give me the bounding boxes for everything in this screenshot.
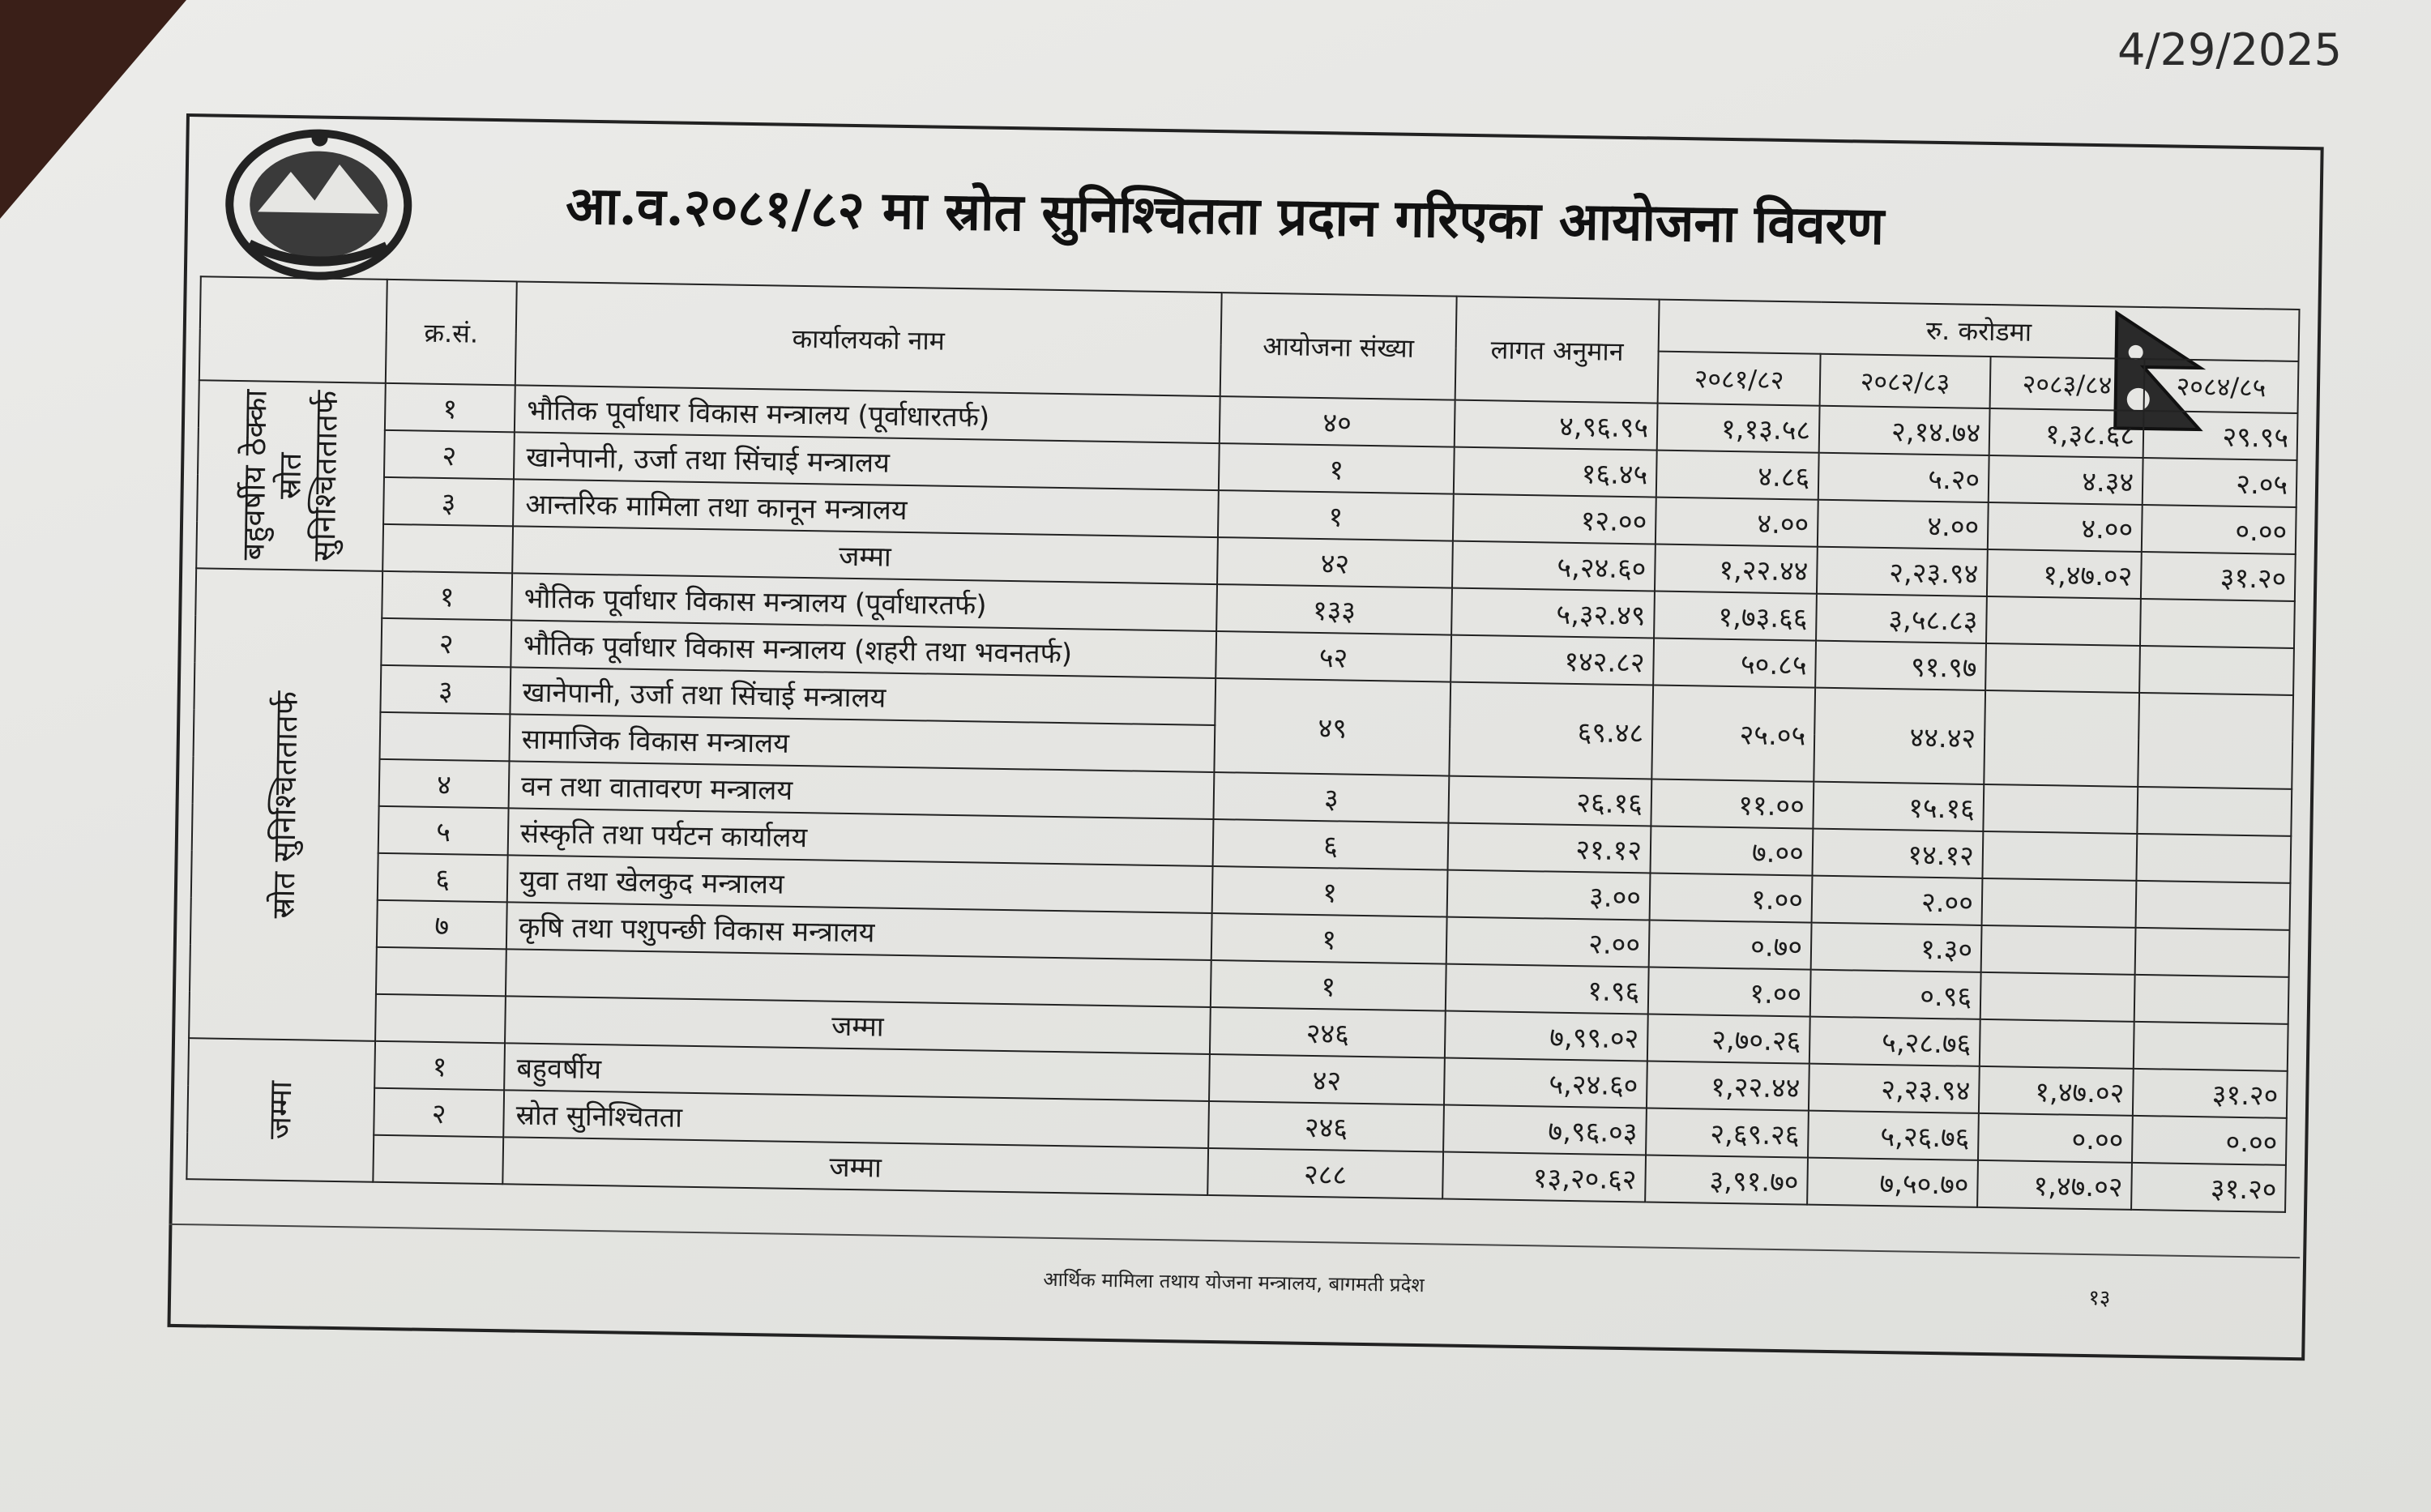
section-label-source: स्रोत सुनिश्चिततातर्फ: [189, 568, 382, 1041]
cell-count: ६: [1213, 819, 1449, 870]
cell-y1: १.००: [1650, 873, 1813, 922]
cell-count: १: [1211, 913, 1447, 964]
cell-y4: ०.००: [2142, 505, 2296, 554]
cell-office: भौतिक पूर्वाधार विकास मन्त्रालय (पूर्वाधारतर्फ): [515, 385, 1220, 443]
cell-cost: २.००: [1446, 917, 1650, 967]
cell-y4: [2134, 975, 2289, 1024]
cell-total-label: जम्मा: [505, 996, 1211, 1054]
desk-corner: [0, 0, 186, 219]
cell-y3: १,४७.०२: [1977, 1160, 2132, 1210]
cell-cost: ४,९६.९५: [1455, 400, 1658, 451]
cell-y3: [1980, 972, 2135, 1022]
section-label-multiyear: बहुवर्षीय ठेक्का स्रोत सुनिश्चिततातर्फ: [196, 380, 386, 571]
cell-y2: ५,२८.७६: [1809, 1017, 1980, 1066]
cell-y4: [2138, 693, 2293, 789]
cell-y4: ३१.२०: [2131, 1163, 2286, 1212]
cell-sn: २: [381, 618, 511, 668]
cell-y1: ५०.८५: [1653, 639, 1816, 688]
page-number: १३: [2088, 1286, 2111, 1311]
cell-sn: १: [385, 383, 515, 433]
cell-y2: ९१.९७: [1815, 641, 1986, 690]
cell-cost: १६.४५: [1454, 447, 1657, 498]
cell-count: ५२: [1216, 631, 1451, 682]
cell-sn-empty: [376, 947, 506, 997]
cell-y3: [1983, 784, 2138, 834]
cell-y2: ५,२६.७६: [1808, 1111, 1979, 1160]
cell-count: १: [1211, 960, 1446, 1011]
cell-y4: [2134, 1022, 2288, 1071]
cell-sn: [380, 712, 511, 762]
header-amount-group: रु. करोडमा: [1659, 300, 2300, 361]
cell-count: २४६: [1210, 1007, 1446, 1058]
cell-y3: ४.३४: [1989, 455, 2143, 505]
cell-cost: ५,३२.४९: [1451, 588, 1655, 639]
cell-y2: २,२३.९४: [1809, 1064, 1980, 1113]
header-sn: क्र.सं.: [386, 280, 517, 385]
cell-y1: ०.७०: [1649, 920, 1812, 969]
cell-y2: १५.१६: [1813, 782, 1984, 831]
cell-office: बहुवर्षीय: [504, 1043, 1210, 1101]
cell-y1: २,७०.२६: [1647, 1014, 1810, 1063]
cell-sn: २: [374, 1088, 504, 1138]
cell-y1: ४.८६: [1656, 451, 1819, 500]
cell-cost: ७,९६.०३: [1443, 1105, 1647, 1155]
cell-y2: २,२३.९४: [1817, 547, 1988, 596]
cell-office: सामाजिक विकास मन्त्रालय: [509, 714, 1215, 772]
header-office: कार्यालयको नाम: [515, 281, 1222, 396]
cell-y3: [1984, 690, 2139, 787]
cell-y4: [2139, 646, 2294, 695]
cell-sn: ७: [377, 900, 507, 950]
cell-count: १३३: [1216, 584, 1452, 635]
cell-y4: २.०५: [2143, 458, 2297, 507]
cell-cost: ५,२४.६०: [1444, 1058, 1647, 1108]
cell-cost: २६.१६: [1448, 776, 1651, 826]
cell-cost: २१.१२: [1448, 823, 1651, 873]
header-year-3: २०८३/८४: [1990, 357, 2145, 411]
cell-y4: ३१.२०: [2133, 1069, 2288, 1118]
cell-count: १: [1212, 866, 1448, 917]
cell-sn: ३: [380, 665, 511, 715]
cell-count: २४६: [1208, 1101, 1444, 1152]
cell-count: ४२: [1209, 1054, 1445, 1105]
cell-office: युवा तथा खेलकुद मन्त्रालय: [507, 855, 1213, 913]
header-blank: [199, 276, 387, 383]
cell-sn: २: [384, 430, 515, 480]
cell-y4: [2135, 928, 2290, 977]
cell-y1: ४.००: [1656, 498, 1818, 547]
cell-y2: ०.९६: [1810, 970, 1981, 1019]
cell-y1: १,१३.५८: [1657, 404, 1820, 453]
cell-cost: ७,९९.०२: [1445, 1011, 1648, 1061]
section-label-total: जम्मा: [186, 1038, 375, 1182]
cell-count: ४०: [1220, 396, 1455, 447]
cell-y4: [2137, 787, 2292, 836]
cell-y1: ७.००: [1650, 826, 1813, 875]
cell-sn-empty: [373, 1135, 503, 1185]
cell-y4: ३१.२०: [2141, 552, 2296, 601]
header-year-2: २०८२/८३: [1820, 354, 1991, 408]
cell-office: संस्कृति तथा पर्यटन कार्यालय: [508, 808, 1214, 866]
cell-y4: ०.००: [2132, 1116, 2287, 1165]
cell-y2: १४.१२: [1812, 829, 1983, 878]
header-year-4: २०८४/८५: [2144, 359, 2299, 413]
cell-sn-empty: [375, 994, 506, 1044]
cell-y3: [1982, 831, 2137, 881]
cell-count: ४२: [1217, 537, 1453, 588]
cell-y1: ३,९१.७०: [1645, 1155, 1808, 1204]
cell-y1: १,७३.६६: [1654, 592, 1817, 641]
cell-cost: १३,२०.६२: [1442, 1152, 1646, 1202]
cell-sn: १: [374, 1041, 505, 1091]
cell-y3: १,३८.६८: [1989, 408, 2144, 458]
cell-y2: ३,५८.८३: [1816, 594, 1987, 643]
cell-cost: ३.००: [1447, 870, 1651, 920]
cell-y1: १.००: [1648, 967, 1811, 1016]
cell-y2: ४.००: [1818, 500, 1989, 549]
cell-y2: २.००: [1812, 876, 1983, 925]
cell-sn: ५: [378, 806, 509, 856]
cell-y4: [2140, 599, 2295, 648]
cell-office: भौतिक पूर्वाधार विकास मन्त्रालय (शहरी तथा भवनतर्फ): [511, 620, 1216, 678]
cell-y2: ७,५०.७०: [1807, 1158, 1978, 1207]
cell-y3: [1985, 643, 2140, 693]
document-page: [167, 113, 2325, 1362]
cell-office: खानेपानी, उर्जा तथा सिंचाई मन्त्रालय: [514, 432, 1220, 490]
cell-y1: २,६९.२६: [1646, 1108, 1809, 1157]
cell-office: भौतिक पूर्वाधार विकास मन्त्रालय (पूर्वाधारतर्फ): [511, 573, 1217, 631]
header-year-1: २०८१/८२: [1658, 352, 1821, 406]
cell-y4: २९.९५: [2143, 411, 2298, 460]
cell-y1: १,२२.४४: [1647, 1061, 1809, 1110]
cell-sn: ४: [379, 759, 510, 809]
page-title: आ.व.२०८१/८२ मा स्रोत सुनिश्चितता प्रदान गरिएका आयोजना विवरण: [565, 175, 1885, 257]
cell-total-label: जम्मा: [512, 526, 1218, 584]
cell-office: खानेपानी, उर्जा तथा सिंचाई मन्त्रालय: [510, 667, 1216, 725]
cell-y2: ४४.४२: [1814, 688, 1985, 784]
cell-cost: ६९.४८: [1449, 682, 1653, 779]
cell-sn: ६: [378, 853, 508, 903]
cell-y3: [1986, 596, 2141, 646]
cell-count: १: [1218, 490, 1454, 541]
cell-y3: १,४७.०२: [1987, 549, 2142, 599]
cell-cost: १४२.८२: [1450, 635, 1654, 686]
cell-y2: १.३०: [1811, 923, 1982, 972]
cell-y1: ११.००: [1651, 779, 1814, 829]
cell-total-label: जम्मा: [502, 1137, 1208, 1195]
cell-y3: ४.००: [1988, 502, 2143, 552]
cell-sn-empty: [382, 524, 513, 574]
cell-cost: १.९६: [1446, 964, 1649, 1014]
cell-y3: [1980, 1019, 2134, 1069]
cell-count: ३: [1213, 772, 1449, 823]
cell-office: आन्तरिक मामिला तथा कानून मन्त्रालय: [513, 479, 1219, 537]
cell-office: वन तथा वातावरण मन्त्रालय: [509, 761, 1215, 819]
cell-count: २८८: [1207, 1148, 1443, 1199]
cell-office: कृषि तथा पशुपन्छी विकास मन्त्रालय: [506, 902, 1212, 960]
footer-text: आर्थिक मामिला तथाय योजना मन्त्रालय, बागमती प्रदेश: [1043, 1267, 1425, 1297]
cell-count: १: [1219, 443, 1455, 494]
header-count: आयोजना संख्या: [1220, 293, 1457, 400]
cell-y1: २५.०५: [1651, 686, 1815, 782]
cell-y3: [1981, 925, 2136, 975]
cell-y2: २,१४.७४: [1819, 406, 1990, 455]
cell-count: ४९: [1214, 678, 1450, 776]
cell-y3: १,४७.०२: [1979, 1066, 2134, 1116]
cell-cost: १२.००: [1453, 494, 1656, 545]
cell-y2: ५.२०: [1818, 453, 1989, 502]
cell-y4: [2136, 834, 2291, 883]
cell-office: स्रोत सुनिश्चितता: [503, 1090, 1209, 1148]
cell-y3: ०.००: [1978, 1113, 2133, 1163]
cell-y4: [2136, 881, 2291, 930]
cell-y3: [1982, 878, 2137, 928]
cell-sn: ३: [383, 477, 514, 527]
cell-sn: १: [382, 571, 512, 621]
header-cost: लागत अनुमान: [1455, 297, 1660, 404]
cell-y1: १,२२.४४: [1655, 545, 1818, 594]
project-table: [186, 275, 2300, 1213]
government-emblem-icon: [216, 122, 421, 288]
cell-cost: ५,२४.६०: [1452, 541, 1656, 592]
date-stamp: 4/29/2025: [2117, 24, 2342, 75]
